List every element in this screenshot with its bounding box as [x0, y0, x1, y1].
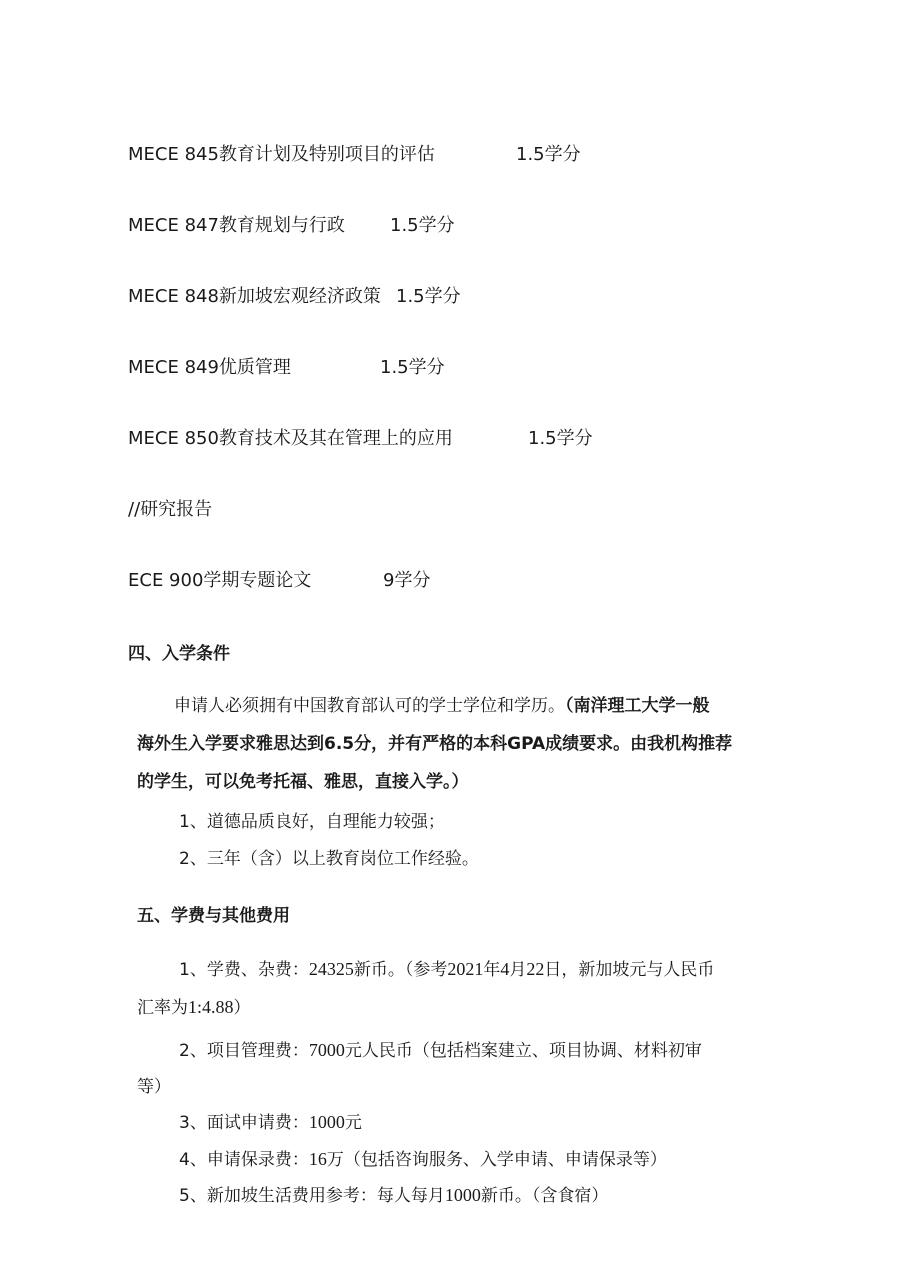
fee-text: 5、新加坡生活费用参考：每人每月 — [179, 1186, 445, 1206]
fee-item-2-line-1 — [179, 1038, 702, 1063]
fee-text: 元 — [344, 1113, 362, 1133]
intro-plain: 申请人必须拥有中国教育部认可的学士学位和学历。 — [174, 696, 565, 716]
course-row — [128, 427, 593, 451]
thesis-credit: 9学分 — [383, 570, 431, 591]
fee-amount: 24325 — [308, 959, 354, 979]
admission-intro-line-3: 的学生，可以免考托福、雅思，直接入学。） — [137, 772, 469, 792]
fee-year: 2021 — [447, 959, 484, 979]
fee-item-3 — [179, 1110, 362, 1135]
course-credit: 1.5学分 — [380, 357, 445, 378]
course-title: MECE 850教育技术及其在管理上的应用 — [128, 428, 453, 449]
fee-text: 4、申请保录费： — [179, 1150, 309, 1170]
course-credit: 1.5学分 — [390, 215, 455, 236]
course-title: MECE 849优质管理 — [128, 357, 291, 378]
fee-item-2-line-2: 等） — [137, 1077, 171, 1097]
fee-amount: 1000 — [444, 1185, 481, 1205]
admission-intro-line-1 — [174, 694, 710, 718]
course-title: MECE 848新加坡宏观经济政策 — [128, 286, 381, 307]
course-row — [128, 285, 461, 309]
fee-text: 万（包括咨询服务、入学申请、申请保录等） — [326, 1150, 667, 1170]
fee-text: 3、面试申请费： — [179, 1113, 309, 1133]
fee-text: 月 — [509, 960, 527, 980]
fee-item-1-line-1 — [179, 957, 714, 982]
research-label: //研究报告 — [128, 499, 213, 520]
fee-amount: 1000 — [308, 1112, 345, 1132]
thesis-row — [128, 569, 431, 593]
fee-text: 2、项目管理费： — [179, 1041, 309, 1061]
admission-item: 2、三年（含）以上教育岗位工作经验。 — [179, 849, 479, 869]
fee-amount: 16 — [308, 1149, 327, 1169]
fee-text: ） — [233, 998, 251, 1018]
fee-item-5 — [179, 1183, 608, 1208]
section-heading: 五、学费与其他费用 — [137, 906, 290, 926]
fee-amount: 7000 — [308, 1040, 345, 1060]
admission-intro-line-2: 海外生入学要求雅思达到6.5分，并有严格的本科GPA成绩要求。由我机构推荐 — [137, 734, 733, 754]
course-row — [128, 356, 445, 380]
course-credit: 1.5学分 — [528, 428, 593, 449]
course-row — [128, 143, 581, 167]
fee-text: 汇率为 — [137, 998, 188, 1018]
intro-bold: （南洋理工大学一般 — [565, 696, 710, 716]
course-title: MECE 847教育规划与行政 — [128, 215, 345, 236]
fee-text: 新币。（参考 — [353, 960, 448, 980]
thesis-title: ECE 900学期专题论文 — [128, 570, 312, 591]
course-credit: 1.5学分 — [516, 144, 581, 165]
course-title: MECE 845教育计划及特别项目的评估 — [128, 144, 435, 165]
admission-item: 1、道德品质良好，自理能力较强； — [179, 812, 445, 832]
fee-text: 1、学费、杂费： — [179, 960, 309, 980]
fee-text: 元人民币（包括档案建立、项目协调、材料初审 — [344, 1041, 702, 1061]
course-row — [128, 214, 455, 238]
fee-month: 4 — [500, 959, 510, 979]
course-credit: 1.5学分 — [396, 286, 461, 307]
section-heading: 四、入学条件 — [128, 644, 230, 664]
fee-text: 新币。（含食宿） — [480, 1186, 609, 1206]
fee-item-4 — [179, 1147, 667, 1172]
fee-text: 年 — [483, 960, 501, 980]
fee-rate: 1:4.88 — [188, 997, 234, 1017]
fee-day: 22 — [526, 959, 545, 979]
fee-text: 日，新加坡元与人民币 — [544, 960, 715, 980]
fee-item-1-line-2 — [137, 995, 251, 1020]
